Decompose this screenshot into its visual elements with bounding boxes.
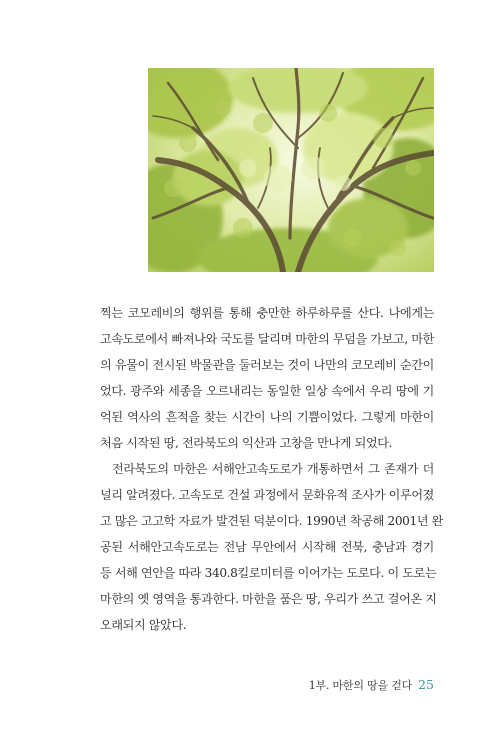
text-line: 공된 서해안고속도로는 전남 무안에서 시작해 전북, 충남과 경기	[100, 540, 434, 554]
text-line: 의 유물이 전시된 박물관을 둘러보는 것이 나만의 코모레비 순간이	[100, 358, 434, 372]
text-line: 오래되지 않았다.	[100, 618, 187, 632]
text-line: 찍는 코모레비의 행위를 통해 충만한 하루하루를 산다. 나에게는	[100, 306, 434, 320]
body-text	[100, 300, 444, 638]
tree-canopy-photo	[148, 68, 434, 272]
page-number: 25	[418, 677, 434, 692]
text-line: 등 서해 연안을 따라 340.8킬로미터를 이어가는 도로다. 이 도로는	[100, 566, 437, 580]
running-section-title: 1부. 마한의 땅을 걷다	[308, 679, 413, 692]
text-line: 고속도로에서 빠져나와 국도를 달리며 마한의 무덤을 가보고, 마한	[100, 332, 434, 346]
text-line: 널리 알려졌다. 고속도로 건설 과정에서 문화유적 조사가 이루어졌	[100, 488, 434, 502]
tree-canopy-illustration	[148, 68, 434, 272]
text-line: 처음 시작된 땅, 전라북도의 익산과 고창을 만나게 되었다.	[100, 436, 393, 450]
paragraph	[100, 456, 444, 638]
text-line: 마한의 옛 영역을 통과한다. 마한을 품은 땅, 우리가 쓰고 걸어온 지	[100, 592, 437, 606]
paragraph	[100, 300, 434, 456]
page-footer	[309, 677, 434, 694]
text-line: 억된 역사의 흔적을 찾는 시간이 나의 기쁨이었다. 그렇게 마한이	[100, 410, 434, 424]
text-line: 고 많은 고고학 자료가 발견된 덕분이다. 1990년 착공해 2001년 완	[100, 514, 444, 528]
text-line: 전라북도의 마한은 서해안고속도로가 개통하면서 그 존재가 더	[112, 462, 434, 476]
text-line: 었다. 광주와 세종을 오르내리는 동일한 일상 속에서 우리 땅에 기	[100, 384, 434, 398]
